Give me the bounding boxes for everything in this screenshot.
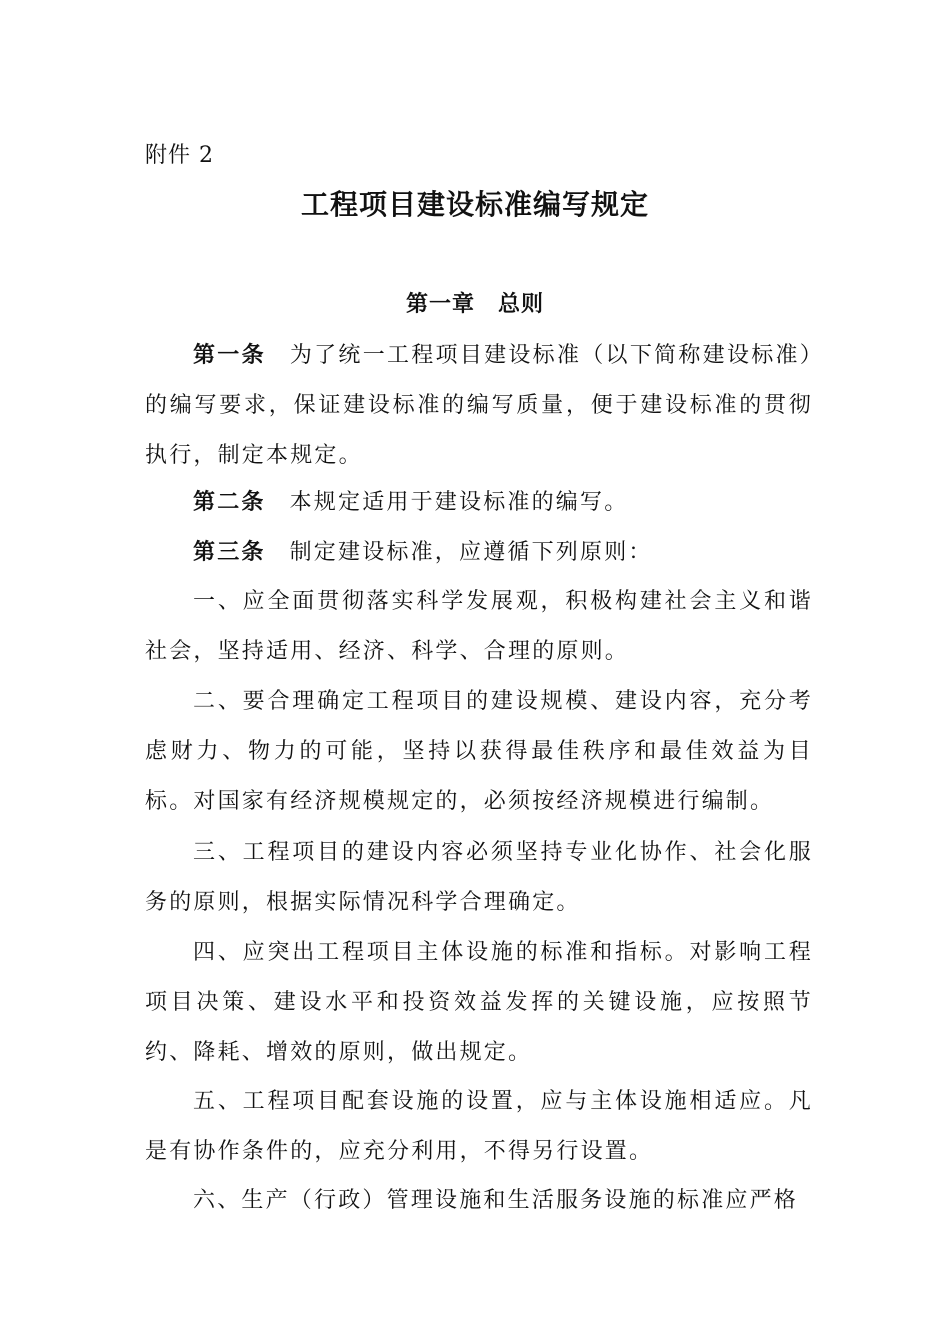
attachment-label: 附件 2 [145, 143, 214, 168]
chapter-heading: 第一章 总则 [405, 291, 544, 317]
article-3 [145, 527, 813, 578]
article-2 [145, 477, 813, 528]
principle-6: 六、生产（行政）管理设施和生活服务设施的标准应严格 [193, 1188, 799, 1213]
article-text: 制定建设标准，应遵循下列原则： [289, 540, 653, 565]
article-label: 第三条 [193, 539, 266, 565]
principle-1: 一、应全面贯彻落实科学发展观，积极构建社会主义和谐社会，坚持适用、经济、科学、合理的原则。 [145, 589, 813, 664]
principle-4: 四、应突出工程项目主体设施的标准和指标。对影响工程项目决策、建设水平和投资效益发挥的关键设施，应按照节约、降耗、增效的原则，做出规定。 [145, 940, 813, 1065]
principle-5: 五、工程项目配套设施的设置，应与主体设施相适应。凡是有协作条件的，应充分利用，不得另行设置。 [145, 1089, 813, 1164]
article-1 [145, 330, 813, 481]
article-text: 为了统一工程项目建设标准（以下简称建设标准）的编写要求，保证建设标准的编写质量，便于建设标准的贯彻执行，制定本规定。 [145, 343, 813, 468]
principle-2: 二、要合理确定工程项目的建设规模、建设内容，充分考虑财力、物力的可能，坚持以获得最佳秩序和最佳效益为目标。对国家有经济规模规定的，必须按经济规模进行编制。 [145, 689, 813, 814]
article-text: 本规定适用于建设标准的编写。 [289, 490, 629, 515]
principle-3: 三、工程项目的建设内容必须坚持专业化协作、社会化服务的原则，根据实际情况科学合理确定。 [145, 840, 813, 915]
article-label: 第一条 [193, 342, 266, 368]
article-label: 第二条 [193, 489, 266, 515]
document-title: 工程项目建设标准编写规定 [300, 188, 649, 221]
